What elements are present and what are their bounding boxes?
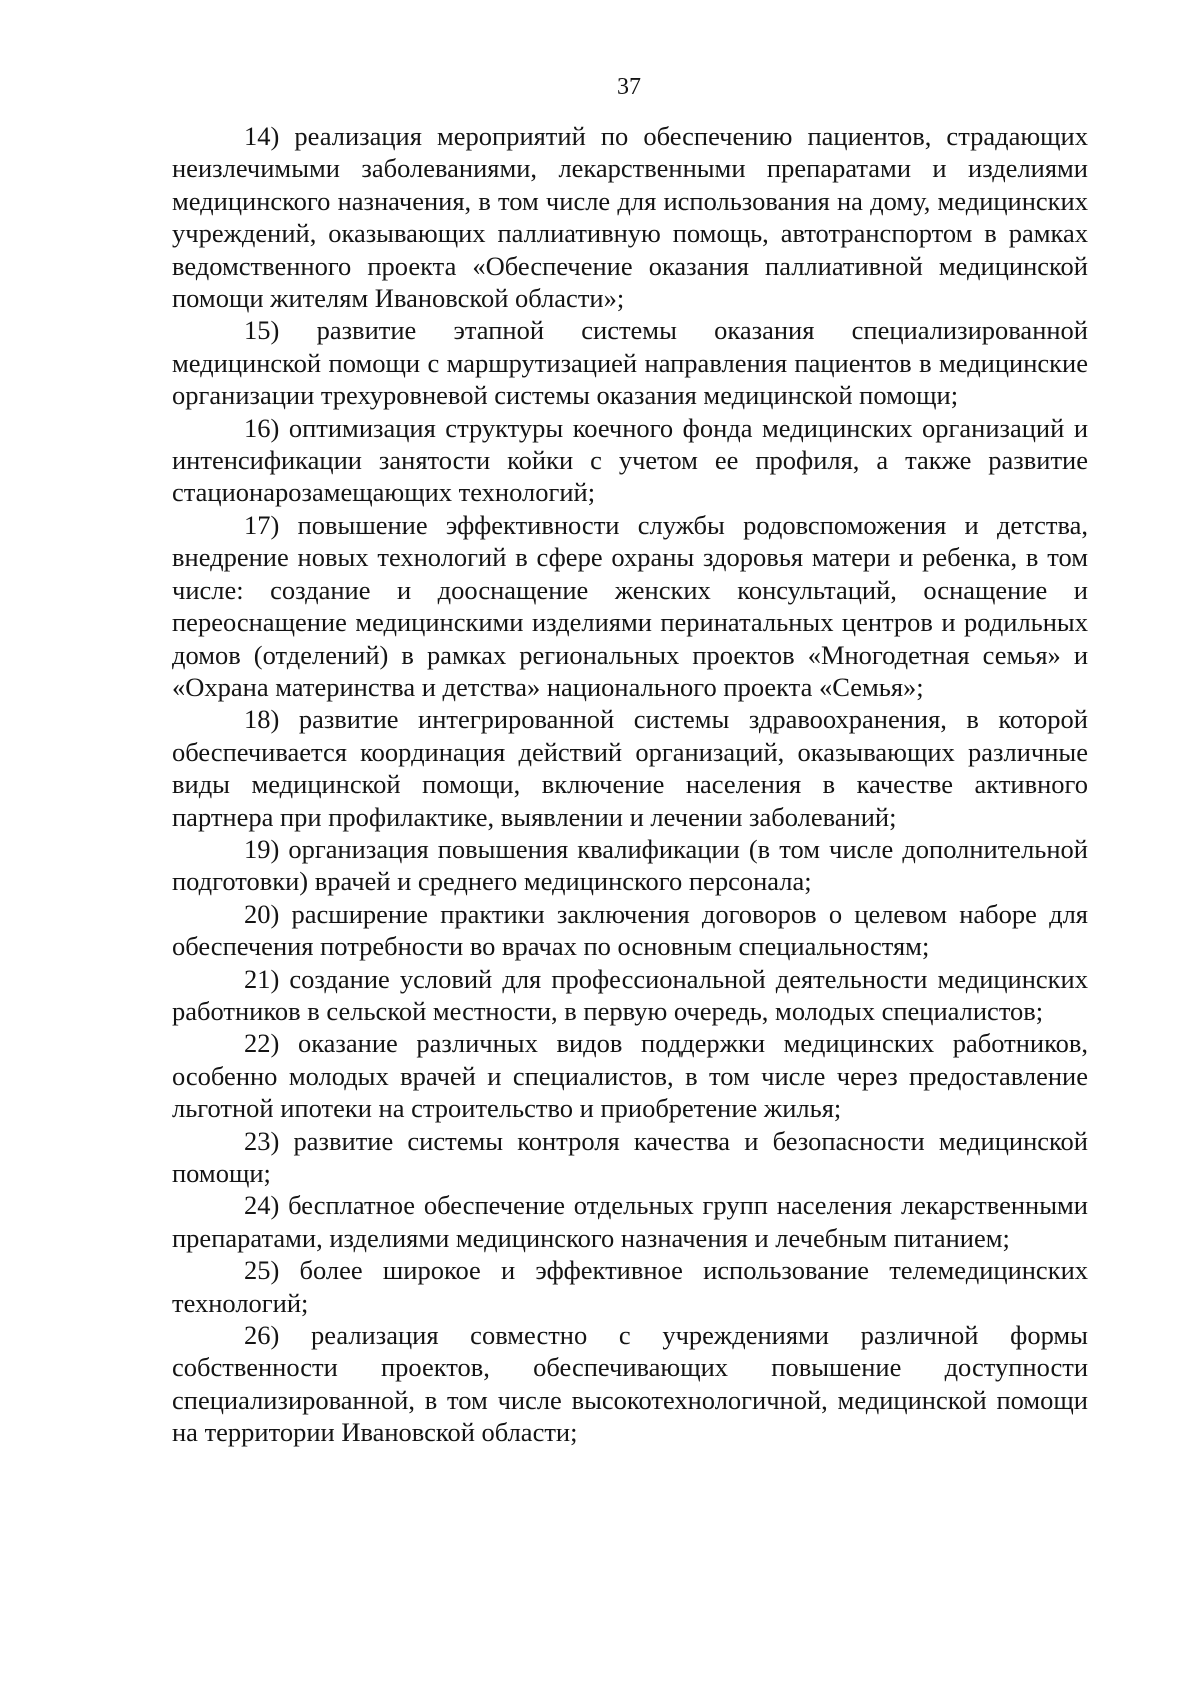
list-item-16: 16) оптимизация структуры коечного фонда медицинских организаций и интенсификации занятости койки с учетом ее профиля, а также развитие стационарозамещающих технологий; (172, 412, 1088, 508)
list-item-22: 22) оказание различных видов поддержки медицинских работников, особенно молодых врачей и специалистов, в том числе через предоставление льготной ипотеки на строительство и приобретение жилья; (172, 1028, 1088, 1124)
document-body (172, 120, 1088, 1449)
list-item-19: 19) организация повышения квалификации (в том числе дополнительной подготовки) врачей и среднего медицинского персонала; (172, 833, 1088, 897)
list-item-18: 18) развитие интегрированной системы здравоохранения, в которой обеспечивается координация действий организаций, оказывающих различные виды медицинской помощи, включение населения в качестве активного партнера при профилактике, выявлении и лечении заболеваний; (172, 704, 1088, 832)
list-item-21: 21) создание условий для профессиональной деятельности медицинских работников в сельской местности, в первую очередь, молодых специалистов; (172, 963, 1088, 1026)
list-item-25: 25) более широкое и эффективное использование телемедицинских технологий; (172, 1255, 1088, 1318)
page-number: 37 (617, 74, 641, 100)
list-item-14: 14) реализация мероприятий по обеспечению пациентов, страдающих неизлечимыми заболеваниями, лекарственными препаратами и изделиями медицинского назначения, в том числе для использования на дому, медицинских учреждений, оказывающих паллиативную помощь, автотранспортом в рамках ведомственного проекта «Обеспечение оказания паллиативной медицинской помощи жителям Ивановской области»; (172, 121, 1088, 314)
list-item-17: 17) повышение эффективности службы родовспоможения и детства, внедрение новых технологий в сфере охраны здоровья матери и ребенка, в том числе: создание и дооснащение женских консультаций, оснащение и переоснащение медицинскими изделиями перинатальных центров и родильных домов (отделений) в рамках региональных проектов «Многодетная семья» и «Охрана материнства и детства» национального проекта «Семья»; (172, 509, 1088, 702)
list-item-23: 23) развитие системы контроля качества и безопасности медицинской помощи; (172, 1125, 1088, 1188)
list-item-20: 20) расширение практики заключения договоров о целевом наборе для обеспечения потребности во врачах по основным специальностям; (172, 898, 1088, 962)
list-item-15: 15) развитие этапной системы оказания специализированной медицинской помощи с маршрутизацией направления пациентов в медицинские организации трехуровневой системы оказания медицинской помощи; (172, 315, 1088, 411)
list-item-26: 26) реализация совместно с учреждениями различной формы собственности проектов, обеспечивающих повышение доступности специализированной, в том числе высокотехнологичной, медицинской помощи на территории Ивановской области; (172, 1320, 1088, 1448)
list-item-24: 24) бесплатное обеспечение отдельных групп населения лекарственными препаратами, изделиями медицинского назначения и лечебным питанием; (172, 1190, 1088, 1253)
